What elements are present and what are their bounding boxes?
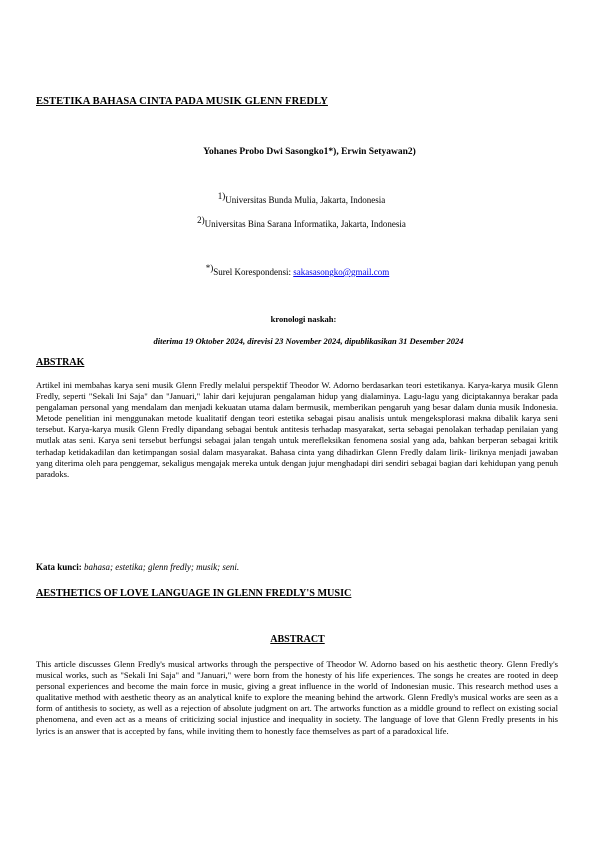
correspondence-line — [0, 263, 595, 277]
abstract-heading: ABSTRACT — [270, 634, 325, 645]
affiliation-1-marker: 1) — [217, 191, 226, 201]
abstrak-body: Artikel ini membahas karya seni musik Glenn Fredly melalui perspektif Theodor W. Adorno berdasarkan teori estetikanya. Karya-karya musik Glenn Fredly, seperti "Sekali Ini Saja" dan "Januari," lahir dari kejujuran pengalaman hidup yang dialaminya. Lagu-lagu yang diciptakannya berakar pada pengalaman personal yang mendalam dan menjadi kekuatan utama dalam bermusik, memberikan pengaruh yang besar dalam dunia musik Indonesia. Metode penelitian ini menggunakan metode kualitatif dengan teori estetika sebagai pisau analisis untuk mengeksplorasi makna dibalik karya seni tersebut. Karya-karya musik Glenn Fredly dipandang sebagai bentuk antitesis terhadap masyarakat, serta sebagai penolakan terhadap penilaian yang mutlak atas seni. Karya seni tersebut berfungsi sebagai jalan tengah untuk merefleksikan fenomena sosial yang ada, bahkan berperan sebagai kritik terhadap ketidakadilan dan ketimpangan sosial dalam masyarakat. Bahasa cinta yang dihadirkan Glenn Fredly dalam lirik- liriknya menjadi jawaban yang diterima oleh para penggemar, sekaligus mengajak mereka untuk dengan jujur menghadapi diri sendiri sebagai bagian dari kehidupan yang penuh paradoks. — [36, 380, 558, 479]
keywords-line — [36, 562, 239, 572]
keywords-list: bahasa; estetika; glenn fredly; musik; seni. — [81, 562, 240, 572]
abstract-body: This article discusses Glenn Fredly's musical artworks through the perspective of Theodor W. Adorno based on his aesthetic theory. Glenn Fredly's musical works, such as "Sekali Ini Saja" and "Januari," were born from the honesty of his life experiences. The songs he creates are rooted in deep personal experiences and become the main force in music, giving a great influence in the world of Indonesian music. This research method uses a qualitative method with aesthetic theory as an analytical knife to explore the meaning behind the artwork. Glenn Fredly's musical works are seen as a form of antithesis to society, as well as a rejection of absolute judgment on art. The artworks function as a middle ground to reflect on existing social phenomena, and even act as a means of criticizing social injustice and inequality in society. The language of love that Glenn Fredly presents in his lyrics is an answer that is accepted by fans, while inviting them to honestly face themselves as part of a paradoxical life. — [36, 659, 558, 736]
affiliation-2-marker: 2) — [197, 215, 205, 225]
correspondence-marker: *) — [205, 263, 214, 273]
affiliation-2 — [0, 215, 595, 229]
keywords-label: Kata kunci: — [36, 562, 82, 572]
article-title-english: AESTHETICS OF LOVE LANGUAGE IN GLENN FREDLY'S MUSIC — [36, 588, 352, 599]
abstrak-heading: ABSTRAK — [36, 357, 85, 368]
affiliation-1-text: Universitas Bunda Mulia, Jakarta, Indonesia — [225, 195, 386, 205]
affiliation-2-text: Universitas Bina Sarana Informatika, Jakarta, Indonesia — [204, 219, 406, 229]
article-title-indonesian: ESTETIKA BAHASA CINTA PADA MUSIK GLENN FREDLY — [36, 96, 328, 107]
correspondence-email-link[interactable]: sakasasongko@gmail.com — [293, 267, 390, 277]
author-list: Yohanes Probo Dwi Sasongko1*), Erwin Setyawan2) — [203, 147, 416, 157]
affiliation-1 — [0, 191, 595, 205]
correspondence-label: Surel Korespondensi: — [213, 267, 294, 277]
chronology-dates: diterima 19 Oktober 2024, direvisi 23 November 2024, dipublikasikan 31 Desember 2024 — [153, 336, 464, 346]
chronology-label: kronologi naskah: — [270, 314, 337, 324]
